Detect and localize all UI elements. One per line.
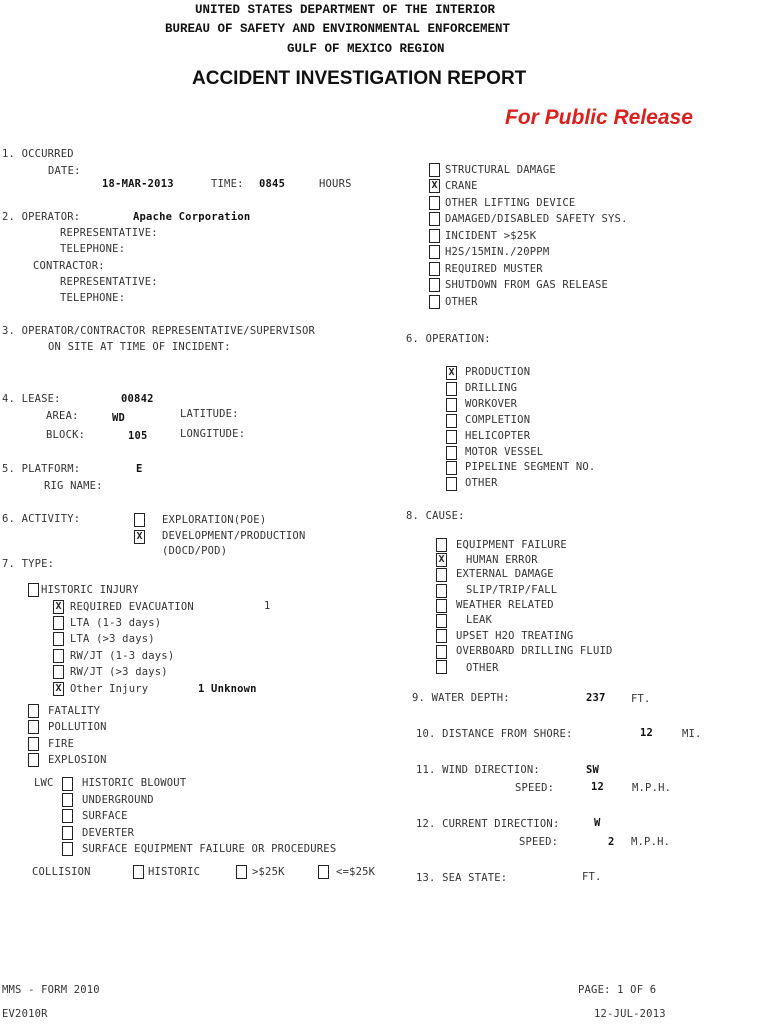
- rw-1-3-label: RW/JT (1-3 days): [70, 650, 175, 662]
- water-depth-value: 237: [586, 692, 606, 704]
- historic-injury-label: HISTORIC INJURY: [41, 584, 139, 596]
- surface-equipment-label: SURFACE EQUIPMENT FAILURE OR PROCEDURES: [82, 843, 337, 855]
- production-checkbox[interactable]: X: [446, 366, 457, 380]
- supervisor-label-1: 3. OPERATOR/CONTRACTOR REPRESENTATIVE/SUPERVISOR: [2, 325, 316, 337]
- cause-other-checkbox[interactable]: [436, 660, 447, 674]
- workover-checkbox[interactable]: [446, 398, 457, 412]
- report-title: ACCIDENT INVESTIGATION REPORT: [192, 68, 527, 89]
- lta-1-3-checkbox[interactable]: [53, 616, 64, 630]
- lease-value: 00842: [121, 393, 154, 405]
- incident-25k-label: INCIDENT >$25K: [445, 230, 537, 242]
- fire-label: FIRE: [48, 738, 75, 750]
- crane-label: CRANE: [445, 180, 478, 192]
- pipeline-checkbox[interactable]: [446, 461, 457, 475]
- date-value: 18-MAR-2013: [102, 178, 174, 190]
- date-label: DATE:: [48, 165, 81, 177]
- operator-label: 2. OPERATOR:: [2, 211, 81, 223]
- damaged-safety-checkbox[interactable]: [429, 212, 440, 226]
- human-error-label: HUMAN ERROR: [466, 554, 538, 566]
- distance-shore-label: 10. DISTANCE FROM SHORE:: [416, 728, 573, 740]
- structural-damage-label: STRUCTURAL DAMAGE: [445, 164, 556, 176]
- crane-checkbox[interactable]: X: [429, 179, 440, 193]
- operation-other-checkbox[interactable]: [446, 477, 457, 491]
- pipeline-label: PIPELINE SEGMENT NO.: [465, 461, 596, 473]
- type-other-label: OTHER: [445, 296, 478, 308]
- weather-checkbox[interactable]: [436, 599, 447, 613]
- lta-gt3-checkbox[interactable]: [53, 632, 64, 646]
- contractor-representative-label: REPRESENTATIVE:: [60, 276, 158, 288]
- area-value: WD: [112, 412, 126, 424]
- area-label: AREA:: [46, 410, 79, 422]
- collision-gt25k-label: >$25K: [252, 866, 285, 878]
- historic-blowout-label: HISTORIC BLOWOUT: [82, 777, 187, 789]
- type-label: 7. TYPE:: [2, 558, 55, 570]
- other-injury-checkbox[interactable]: X: [53, 682, 64, 696]
- form-number: MMS - FORM 2010: [2, 984, 100, 996]
- cause-other-label: OTHER: [466, 662, 499, 674]
- fatality-checkbox[interactable]: [28, 704, 39, 718]
- wind-speed-label: SPEED:: [515, 782, 555, 794]
- time-value: 0845: [259, 178, 286, 190]
- hours-label: HOURS: [319, 178, 352, 190]
- slip-trip-label: SLIP/TRIP/FALL: [466, 584, 558, 596]
- underground-checkbox[interactable]: [62, 793, 73, 807]
- activity-label: 6. ACTIVITY:: [2, 513, 81, 525]
- overboard-checkbox[interactable]: [436, 645, 447, 659]
- other-lifting-label: OTHER LIFTING DEVICE: [445, 197, 576, 209]
- current-speed-unit: M.P.H.: [631, 836, 671, 848]
- other-injury-label: Other Injury: [70, 683, 149, 695]
- pollution-checkbox[interactable]: [28, 720, 39, 734]
- time-label: TIME:: [211, 178, 244, 190]
- equipment-failure-label: EQUIPMENT FAILURE: [456, 539, 567, 551]
- slip-trip-checkbox[interactable]: [436, 584, 447, 598]
- fatality-label: FATALITY: [48, 705, 101, 717]
- required-muster-checkbox[interactable]: [429, 262, 440, 276]
- docd-label: (DOCD/POD): [162, 545, 228, 557]
- historic-injury-checkbox[interactable]: [28, 583, 39, 597]
- agency-line-2: BUREAU OF SAFETY AND ENVIRONMENTAL ENFORCEMENT: [165, 22, 511, 36]
- distance-shore-value: 12: [640, 727, 654, 739]
- rig-name-label: RIG NAME:: [44, 480, 103, 492]
- platform-label: 5. PLATFORM:: [2, 463, 81, 475]
- drilling-label: DRILLING: [465, 382, 518, 394]
- lease-label: 4. LEASE:: [2, 393, 61, 405]
- lta-gt3-label: LTA (>3 days): [70, 633, 155, 645]
- platform-value: E: [136, 463, 143, 475]
- completion-checkbox[interactable]: [446, 414, 457, 428]
- evacuation-count: 1: [264, 600, 271, 612]
- h2s-label: H2S/15MIN./20PPM: [445, 246, 550, 258]
- drilling-checkbox[interactable]: [446, 382, 457, 396]
- lwc-label: LWC: [34, 777, 54, 789]
- leak-checkbox[interactable]: [436, 614, 447, 628]
- surface-equipment-checkbox[interactable]: [62, 842, 73, 856]
- equipment-failure-checkbox[interactable]: [436, 538, 447, 552]
- rw-gt3-checkbox[interactable]: [53, 665, 64, 679]
- footer-date: 12-JUL-2013: [594, 1008, 666, 1020]
- distance-shore-unit: MI.: [682, 728, 702, 740]
- shutdown-gas-checkbox[interactable]: [429, 278, 440, 292]
- current-speed-value: 2: [608, 836, 615, 848]
- upset-h2o-checkbox[interactable]: [436, 629, 447, 643]
- lta-1-3-label: LTA (1-3 days): [70, 617, 162, 629]
- cause-label: 8. CAUSE:: [406, 510, 465, 522]
- external-damage-checkbox[interactable]: [436, 568, 447, 582]
- exploration-label: EXPLORATION(POE): [162, 514, 267, 526]
- deverter-checkbox[interactable]: [62, 826, 73, 840]
- workover-label: WORKOVER: [465, 398, 518, 410]
- operation-other-label: OTHER: [465, 477, 498, 489]
- exploration-checkbox[interactable]: [134, 513, 145, 527]
- explosion-checkbox[interactable]: [28, 753, 39, 767]
- required-muster-label: REQUIRED MUSTER: [445, 263, 543, 275]
- incident-25k-checkbox[interactable]: [429, 229, 440, 243]
- underground-label: UNDERGROUND: [82, 794, 154, 806]
- other-injury-value: 1 Unknown: [198, 683, 257, 695]
- shutdown-gas-label: SHUTDOWN FROM GAS RELEASE: [445, 279, 609, 291]
- type-other-checkbox[interactable]: [429, 295, 440, 309]
- sea-state-label: 13. SEA STATE:: [416, 872, 508, 884]
- human-error-checkbox[interactable]: X: [436, 553, 447, 567]
- helicopter-label: HELICOPTER: [465, 430, 531, 442]
- current-direction-value: W: [594, 817, 601, 829]
- contractor-telephone-label: TELEPHONE:: [60, 292, 126, 304]
- h2s-checkbox[interactable]: [429, 245, 440, 259]
- leak-label: LEAK: [466, 614, 493, 626]
- block-label: BLOCK:: [46, 429, 86, 441]
- page-number: PAGE: 1 OF 6: [578, 984, 657, 996]
- motor-vessel-label: MOTOR VESSEL: [465, 446, 544, 458]
- operation-label: 6. OPERATION:: [406, 333, 491, 345]
- explosion-label: EXPLOSION: [48, 754, 107, 766]
- wind-direction-label: 11. WIND DIRECTION:: [416, 764, 540, 776]
- occurred-label: 1. OCCURRED: [2, 148, 74, 160]
- telephone-label: TELEPHONE:: [60, 243, 126, 255]
- required-evacuation-checkbox[interactable]: X: [53, 600, 64, 614]
- fire-checkbox[interactable]: [28, 737, 39, 751]
- pollution-label: POLLUTION: [48, 721, 107, 733]
- development-label: DEVELOPMENT/PRODUCTION: [162, 530, 306, 542]
- longitude-label: LONGITUDE:: [180, 428, 246, 440]
- contractor-label: CONTRACTOR:: [33, 260, 105, 272]
- completion-label: COMPLETION: [465, 414, 531, 426]
- agency-line-1: UNITED STATES DEPARTMENT OF THE INTERIOR: [195, 3, 496, 17]
- collision-gt25k-checkbox[interactable]: [236, 865, 247, 879]
- wind-speed-value: 12: [591, 781, 605, 793]
- water-depth-unit: FT.: [631, 693, 651, 705]
- collision-historic-checkbox[interactable]: [133, 865, 144, 879]
- wind-direction-value: SW: [586, 764, 600, 776]
- rw-gt3-label: RW/JT (>3 days): [70, 666, 168, 678]
- latitude-label: LATITUDE:: [180, 408, 239, 420]
- structural-damage-checkbox[interactable]: [429, 163, 440, 177]
- upset-h2o-label: UPSET H2O TREATING: [456, 630, 574, 642]
- operator-value: Apache Corporation: [133, 211, 251, 223]
- overboard-label: OVERBOARD DRILLING FLUID: [456, 645, 613, 657]
- agency-line-3: GULF OF MEXICO REGION: [287, 42, 445, 56]
- required-evacuation-label: REQUIRED EVACUATION: [70, 601, 194, 613]
- helicopter-checkbox[interactable]: [446, 430, 457, 444]
- other-lifting-checkbox[interactable]: [429, 196, 440, 210]
- production-label: PRODUCTION: [465, 366, 531, 378]
- representative-label: REPRESENTATIVE:: [60, 227, 158, 239]
- development-checkbox[interactable]: X: [134, 530, 145, 544]
- current-direction-label: 12. CURRENT DIRECTION:: [416, 818, 560, 830]
- public-release-stamp: For Public Release: [505, 106, 693, 129]
- current-speed-label: SPEED:: [519, 836, 559, 848]
- rw-1-3-checkbox[interactable]: [53, 649, 64, 663]
- surface-checkbox[interactable]: [62, 809, 73, 823]
- surface-label: SURFACE: [82, 810, 128, 822]
- wind-speed-unit: M.P.H.: [632, 782, 672, 794]
- weather-label: WEATHER RELATED: [456, 599, 554, 611]
- collision-le25k-checkbox[interactable]: [318, 865, 329, 879]
- report-code: EV2010R: [2, 1008, 48, 1020]
- collision-label: COLLISION: [32, 866, 91, 878]
- collision-historic-label: HISTORIC: [148, 866, 201, 878]
- water-depth-label: 9. WATER DEPTH:: [412, 692, 510, 704]
- motor-vessel-checkbox[interactable]: [446, 446, 457, 460]
- block-value: 105: [128, 430, 148, 442]
- historic-blowout-checkbox[interactable]: [62, 777, 73, 791]
- external-damage-label: EXTERNAL DAMAGE: [456, 568, 554, 580]
- sea-state-unit: FT.: [582, 871, 602, 883]
- deverter-label: DEVERTER: [82, 827, 135, 839]
- supervisor-label-2: ON SITE AT TIME OF INCIDENT:: [48, 341, 231, 353]
- collision-le25k-label: <=$25K: [336, 866, 376, 878]
- damaged-safety-label: DAMAGED/DISABLED SAFETY SYS.: [445, 213, 628, 225]
